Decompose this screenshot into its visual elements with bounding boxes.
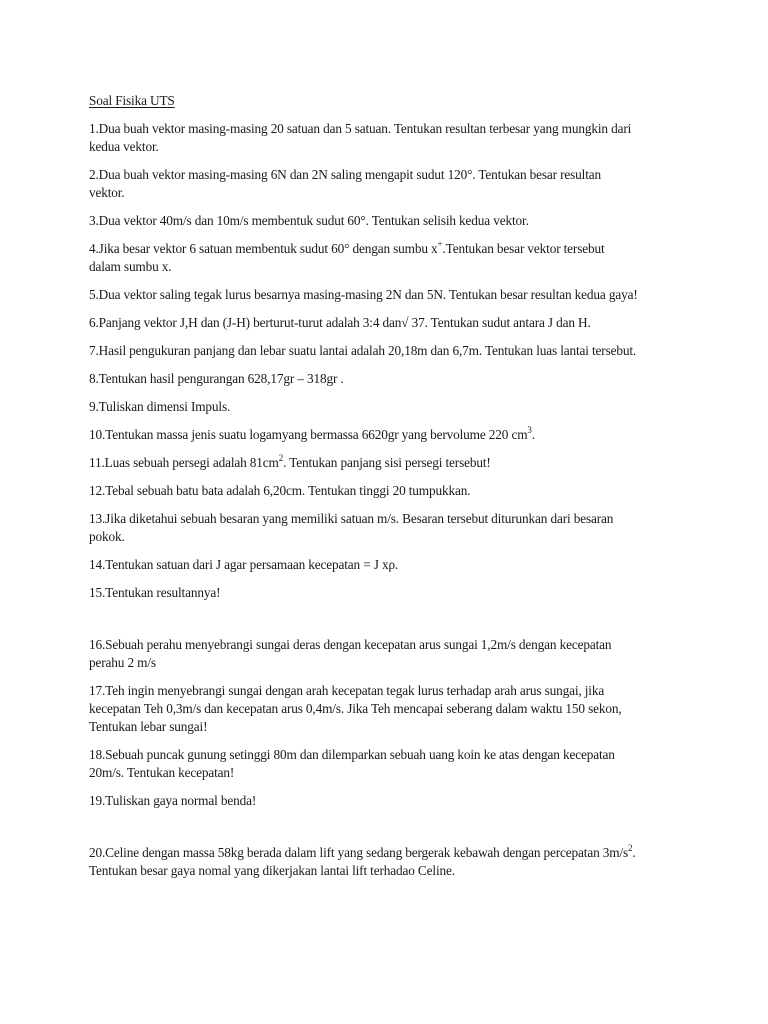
question-text: . Tentukan panjang sisi persegi tersebut!: [283, 455, 491, 470]
question-line: 20m/s. Tentukan kecepatan!: [89, 765, 235, 780]
question-line: Tentukan lebar sungai!: [89, 719, 208, 734]
question-11: [89, 454, 689, 472]
question-line: kedua vektor.: [89, 139, 159, 154]
superscript: 3: [527, 424, 532, 435]
question-19: [89, 792, 689, 810]
question-4: [89, 240, 689, 276]
question-text: 20.Celine dengan massa 58kg berada dalam lift yang sedang bergerak kebawah dengan percepatan 3m/s: [89, 845, 629, 860]
question-line: 9.Tuliskan dimensi Impuls.: [89, 399, 231, 414]
question-line: 16.Sebuah perahu menyebrangi sungai deras dengan kecepatan arus sungai 1,2m/s dengan kecepatan: [89, 637, 612, 652]
question-line: 3.Dua vektor 40m/s dan 10m/s membentuk sudut 60°. Tentukan selisih kedua vektor.: [89, 213, 529, 228]
question-line: 1.Dua buah vektor masing-masing 20 satuan dan 5 satuan. Tentukan resultan terbesar yang mungkin dari: [89, 121, 632, 136]
question-16: [89, 636, 689, 672]
question-8: [89, 370, 689, 388]
question-line: 6.Panjang vektor J,H dan (J-H) berturut-turut adalah 3:4 dan√ 37. Tentukan sudut antara J dan H.: [89, 315, 591, 330]
question-3: [89, 212, 689, 230]
question-line: dalam sumbu x.: [89, 259, 172, 274]
question-line: Tentukan besar gaya nomal yang dikerjakan lantai lift terhadao Celine.: [89, 863, 455, 878]
question-text: .: [632, 845, 636, 860]
superscript: 2: [278, 452, 284, 463]
superscript: +: [437, 238, 443, 249]
question-line: 17.Teh ingin menyebrangi sungai dengan arah kecepatan tegak lurus terhadap arah arus sungai, jika: [89, 683, 605, 698]
question-13: [89, 510, 689, 546]
question-15: [89, 584, 689, 602]
question-line: vektor.: [89, 185, 125, 200]
question-text: 10.Tentukan massa jenis suatu logamyang bermassa 6620gr yang bervolume 220 cm: [89, 427, 528, 442]
question-14: [89, 556, 689, 574]
question-line: 12.Tebal sebuah batu bata adalah 6,20cm. Tentukan tinggi 20 tumpukkan.: [89, 483, 471, 498]
question-2: [89, 166, 689, 202]
question-20: [89, 844, 689, 880]
question-9: [89, 398, 689, 416]
question-text: .: [531, 427, 535, 442]
question-line: pokok.: [89, 529, 125, 544]
question-line: 14.Tentukan satuan dari J agar persamaan kecepatan = J xρ.: [89, 557, 399, 572]
document-title: Soal Fisika UTS: [89, 93, 175, 108]
question-line: 5.Dua vektor saling tegak lurus besarnya masing-masing 2N dan 5N. Tentukan besar resultan kedua gaya!: [89, 287, 638, 302]
question-17: [89, 682, 689, 736]
question-line: 18.Sebuah puncak gunung setinggi 80m dan dilemparkan sebuah uang koin ke atas dengan kecepatan: [89, 747, 615, 762]
question-7: [89, 342, 689, 360]
question-line: [89, 240, 689, 258]
document-page: [89, 92, 689, 890]
question-line: 19.Tuliskan gaya normal benda!: [89, 793, 257, 808]
question-5: [89, 286, 689, 304]
question-line: 13.Jika diketahui sebuah besaran yang memiliki satuan m/s. Besaran tersebut diturunkan dari besaran: [89, 511, 614, 526]
question-line: 2.Dua buah vektor masing-masing 6N dan 2N saling mengapit sudut 120°. Tentukan besar resultan: [89, 167, 601, 182]
question-18: [89, 746, 689, 782]
question-text: .Tentukan besar vektor tersebut: [442, 241, 605, 256]
superscript: 2: [628, 842, 633, 853]
question-line: 15.Tentukan resultannya!: [89, 585, 221, 600]
question-line: perahu 2 m/s: [89, 655, 156, 670]
question-12: [89, 482, 689, 500]
question-line: [89, 844, 689, 862]
question-text: 11.Luas sebuah persegi adalah 81cm: [89, 455, 279, 470]
question-line: 7.Hasil pengukuran panjang dan lebar suatu lantai adalah 20,18m dan 6,7m. Tentukan luas lantai tersebut.: [89, 343, 637, 358]
question-10: [89, 426, 689, 444]
question-line: 8.Tentukan hasil pengurangan 628,17gr – 318gr .: [89, 371, 344, 386]
question-line: kecepatan Teh 0,3m/s dan kecepatan arus 0,4m/s. Jika Teh mencapai seberang dalam waktu 150 sekon,: [89, 701, 622, 716]
question-line: [89, 426, 689, 444]
question-text: 4.Jika besar vektor 6 satuan membentuk sudut 60° dengan sumbu x: [89, 241, 438, 256]
question-6: [89, 314, 689, 332]
question-1: [89, 120, 689, 156]
question-line: [89, 454, 689, 472]
